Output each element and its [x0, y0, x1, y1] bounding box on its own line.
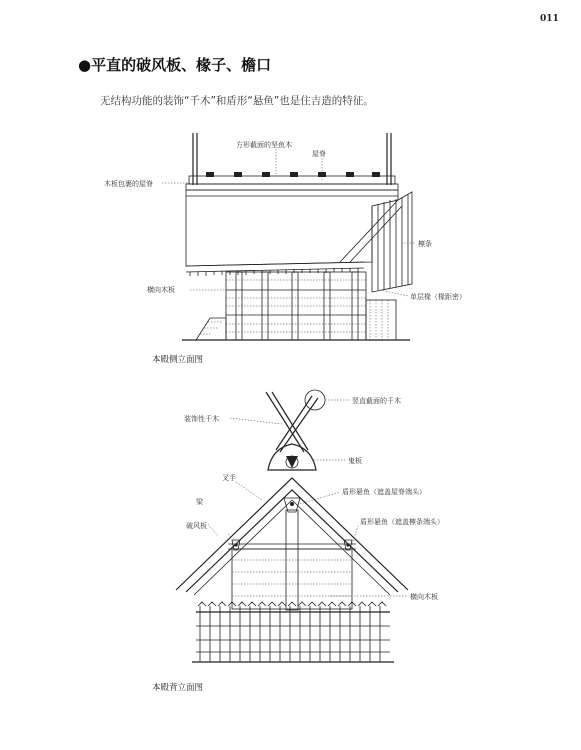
chigi-detail-circle — [305, 390, 325, 410]
label-onita: 鬼板 — [348, 457, 362, 465]
rear-leaders — [208, 400, 408, 596]
label-square-katsuogi: 方形截面的坚鱼木 — [236, 141, 292, 149]
intro-text: 无结构功能的装饰“千木”和盾形“悬鱼”也是住吉造的特征。 — [100, 95, 374, 107]
wall-boards — [226, 280, 366, 332]
caption-side-elevation: 本殿侧立面图 — [152, 355, 204, 365]
label-horizontal-board-rear: 横向木板 — [410, 593, 438, 601]
side-elevation-drawing — [182, 133, 412, 340]
label-ridge: 屋脊 — [312, 150, 326, 158]
label-purlin: 檩条 — [418, 240, 432, 248]
label-board-wrapped-ridge: 木板包裹的屋脊 — [104, 180, 153, 188]
fence — [192, 602, 394, 662]
label-gegyo-purlin: 盾形悬鱼（遮盖檩条端头） — [360, 518, 444, 526]
label-sasu: 叉手 — [222, 474, 236, 482]
section-title: ●平直的破风板、椽子、檐口 — [78, 56, 272, 74]
label-gegyo-ridge: 盾形悬鱼（遮盖屋脊端头） — [342, 488, 426, 496]
gable-rafters — [340, 195, 408, 290]
label-single-rafter: 单层椽（椽距密） — [410, 293, 466, 301]
label-decor-chigi: 装饰性千木 — [184, 415, 219, 423]
page-number: 011 — [540, 14, 559, 24]
rear-elevation-drawing — [176, 390, 408, 662]
rafter-ends — [186, 262, 364, 276]
caption-rear-elevation: 本殿背立面图 — [152, 683, 204, 693]
label-horizontal-board-side: 横向木板 — [147, 286, 175, 294]
label-beam: 梁 — [196, 498, 203, 506]
label-vertical-chigi: 竖直截面的千木 — [352, 397, 401, 405]
rear-wall-boards — [232, 560, 352, 596]
label-bargeboard: 破风板 — [186, 522, 207, 530]
